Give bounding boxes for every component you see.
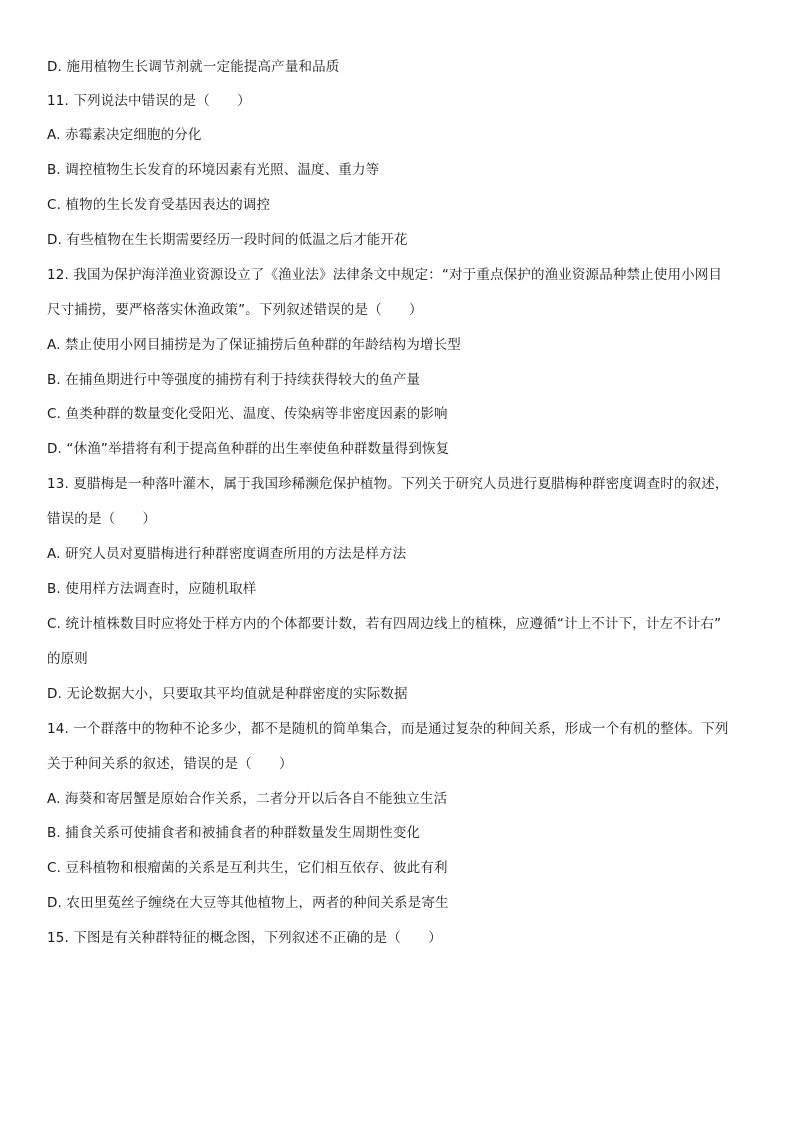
option-13c: C. 统计植株数目时应将处于样方内的个体都要计数，若有四周边线上的植株，应遵循“计上不计下，计左不计右” (47, 616, 722, 632)
option-11c: C. 植物的生长发育受基因表达的调控 (47, 197, 271, 213)
question-14-stem: 14. 一个群落中的物种不论多少，都不是随机的简单集合，而是通过复杂的种间关系，形成一个有机的整体。下列 (47, 721, 729, 737)
option-10d: D. 施用植物生长调节剂就一定能提高产量和品质 (47, 59, 340, 75)
question-12-stem-cont: 尺寸捕捞，要严格落实休渔政策”。下列叙述错误的是（ ） (47, 302, 423, 318)
question-14-stem-cont: 关于种间关系的叙述，错误的是（ ） (47, 756, 293, 772)
question-13-stem-cont: 错误的是（ ） (47, 511, 157, 527)
option-12d: D. “休渔”举措将有利于提高鱼种群的出生率使鱼种群数量得到恢复 (47, 441, 450, 457)
question-13-stem: 13. 夏腊梅是一种落叶灌木，属于我国珍稀濒危保护植物。下列关于研究人员进行夏腊梅种群密度调查时的叙述， (47, 476, 729, 492)
option-12c: C. 鱼类种群的数量变化受阳光、温度、传染病等非密度因素的影响 (47, 406, 448, 422)
option-11d: D. 有些植物在生长期需要经历一段时间的低温之后才能开花 (47, 232, 408, 248)
option-13c-cont: 的原则 (47, 651, 88, 667)
option-13d: D. 无论数据大小，只要取其平均值就是种群密度的实际数据 (47, 686, 408, 702)
option-13b: B. 使用样方法调查时，应随机取样 (47, 581, 257, 597)
option-14b: B. 捕食关系可使捕食者和被捕食者的种群数量发生周期性变化 (47, 825, 421, 841)
option-11b: B. 调控植物生长发育的环境因素有光照、温度、重力等 (47, 162, 380, 178)
question-15-stem: 15. 下图是有关种群特征的概念图，下列叙述不正确的是（ ） (47, 930, 442, 946)
option-11a: A. 赤霉素决定细胞的分化 (47, 127, 202, 143)
option-14c: C. 豆科植物和根瘤菌的关系是互利共生，它们相互依存、彼此有利 (47, 860, 448, 876)
option-13a: A. 研究人员对夏腊梅进行种群密度调查所用的方法是样方法 (47, 546, 407, 562)
option-14d: D. 农田里菟丝子缠绕在大豆等其他植物上，两者的种间关系是寄生 (47, 895, 449, 911)
question-11-stem: 11. 下列说法中错误的是（ ） (47, 93, 251, 109)
question-12-stem: 12. 我国为保护海洋渔业资源设立了《渔业法》法律条文中规定：“对于重点保护的渔业资源品种禁止使用小网目 (47, 267, 723, 283)
option-12a: A. 禁止使用小网目捕捞是为了保证捕捞后鱼种群的年龄结构为增长型 (47, 337, 461, 353)
option-12b: B. 在捕鱼期进行中等强度的捕捞有利于持续获得较大的鱼产量 (47, 372, 421, 388)
option-14a: A. 海葵和寄居蟹是原始合作关系，二者分开以后各自不能独立生活 (47, 791, 448, 807)
